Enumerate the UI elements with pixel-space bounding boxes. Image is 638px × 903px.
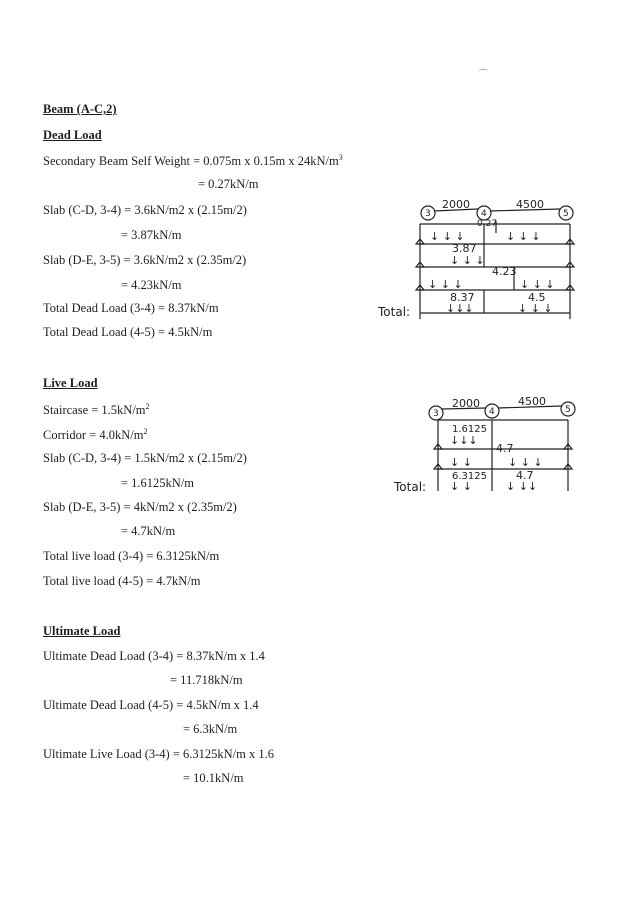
live-slab-cd-result: = 1.6125kN/m [121,476,195,490]
live-slab-de-result: = 4.7kN/m [121,524,176,538]
dead-total-34-label: 8.37 [450,291,475,304]
grid-3-label: 3 [425,209,431,219]
live-load-heading: Live Load [43,376,98,390]
svg-text:↓ ↓ ↓: ↓ ↓ ↓ [520,278,555,291]
dead-slab-de-label: 4.23 [492,265,517,278]
svg-text:↓ ↓ ↓: ↓ ↓ ↓ [430,230,465,243]
span-4500-label: 4500 [516,198,544,211]
secondary-beam-line: Secondary Beam Self Weight = 0.075m x 0.15m x $24kN/m^3$ [43,153,343,169]
total-live-45: Total live load (4-5) = 4.7kN/m [43,574,201,588]
live-slab-de-label: 4.7 [496,442,514,455]
dead-load-sketch [370,195,585,330]
secondary-beam-result: = 0.27kN/m [198,177,259,191]
corridor-line: Corridor = $4.0kN/m^2$ [43,427,148,443]
svg-text:↓↓↓: ↓↓↓ [450,434,478,447]
beam-load-label: 0.27 [477,219,498,229]
live-span-2000-label: 2000 [452,397,480,410]
ult-live-34-line: Ultimate Live Load (3-4) = 6.3125kN/m x 1.6 [43,747,274,761]
svg-text:↓ ↓ ↓: ↓ ↓ ↓ [518,302,553,315]
live-grid-3-label: 3 [433,409,439,419]
total-dead-34: Total Dead Load (3-4) = 8.37kN/m [43,301,219,315]
live-total-45-label: 4.7 [516,469,534,482]
stray-pen-mark: ⌒ [478,70,488,81]
live-span-4500-label: 4500 [518,395,546,408]
svg-text:↓ ↓: ↓ ↓ [450,480,472,493]
svg-text:↓↓↓: ↓↓↓ [446,302,474,315]
svg-text:↓ ↓ ↓: ↓ ↓ ↓ [508,456,543,469]
ult-dead-45-result: = 6.3kN/m [183,722,238,736]
live-slab-cd-label: 1.6125 [452,424,487,435]
svg-text:↓ ↓ ↓: ↓ ↓ ↓ [450,254,485,267]
total-dead-45: Total Dead Load (4-5) = 4.5kN/m [43,325,213,339]
ultimate-load-heading: Ultimate Load [43,624,121,638]
ult-dead-45-line: Ultimate Dead Load (4-5) = 4.5kN/m x 1.4 [43,698,259,712]
live-total-label: Total: [394,480,427,494]
dead-slab-cd-result: = 3.87kN/m [121,228,182,242]
svg-text:↓ ↓↓: ↓ ↓↓ [506,480,538,493]
live-grid-5-label: 5 [565,405,571,415]
svg-text:↓ ↓: ↓ ↓ [450,456,472,469]
dead-slab-cd-line: Slab (C-D, 3-4) = 3.6kN/m2 x (2.15m/2) [43,203,247,217]
dead-total-45-label: 4.5 [528,291,546,304]
staircase-line: Staircase = $1.5kN/m^2$ [43,402,150,418]
grid-4-label: 4 [481,209,487,219]
dead-total-label: Total: [378,305,411,319]
live-total-34-label: 6.3125 [452,471,487,482]
svg-text:↓ ↓ ↓: ↓ ↓ ↓ [428,278,463,291]
dead-slab-de-result: = 4.23kN/m [121,278,182,292]
ult-dead-34-line: Ultimate Dead Load (3-4) = 8.37kN/m x 1.4 [43,649,265,663]
span-2000-label: 2000 [442,198,470,211]
ult-dead-34-result: = 11.718kN/m [170,673,243,687]
total-live-34: Total live load (3-4) = 6.3125kN/m [43,549,220,563]
live-grid-4-label: 4 [489,407,495,417]
dead-slab-de-line: Slab (D-E, 3-5) = 3.6kN/m2 x (2.35m/2) [43,253,247,267]
live-load-sketch [392,393,582,503]
ult-live-34-result: = 10.1kN/m [183,771,244,785]
live-slab-cd-line: Slab (C-D, 3-4) = 1.5kN/m2 x (2.15m/2) [43,451,247,465]
live-slab-de-line: Slab (D-E, 3-5) = 4kN/m2 x (2.35m/2) [43,500,237,514]
svg-text:↓ ↓ ↓: ↓ ↓ ↓ [506,230,541,243]
dead-load-heading: Dead Load [43,128,102,142]
grid-5-label: 5 [563,209,569,219]
beam-title: Beam (A-C,2) [43,102,117,116]
dead-slab-cd-label: 3.87 [452,242,477,255]
